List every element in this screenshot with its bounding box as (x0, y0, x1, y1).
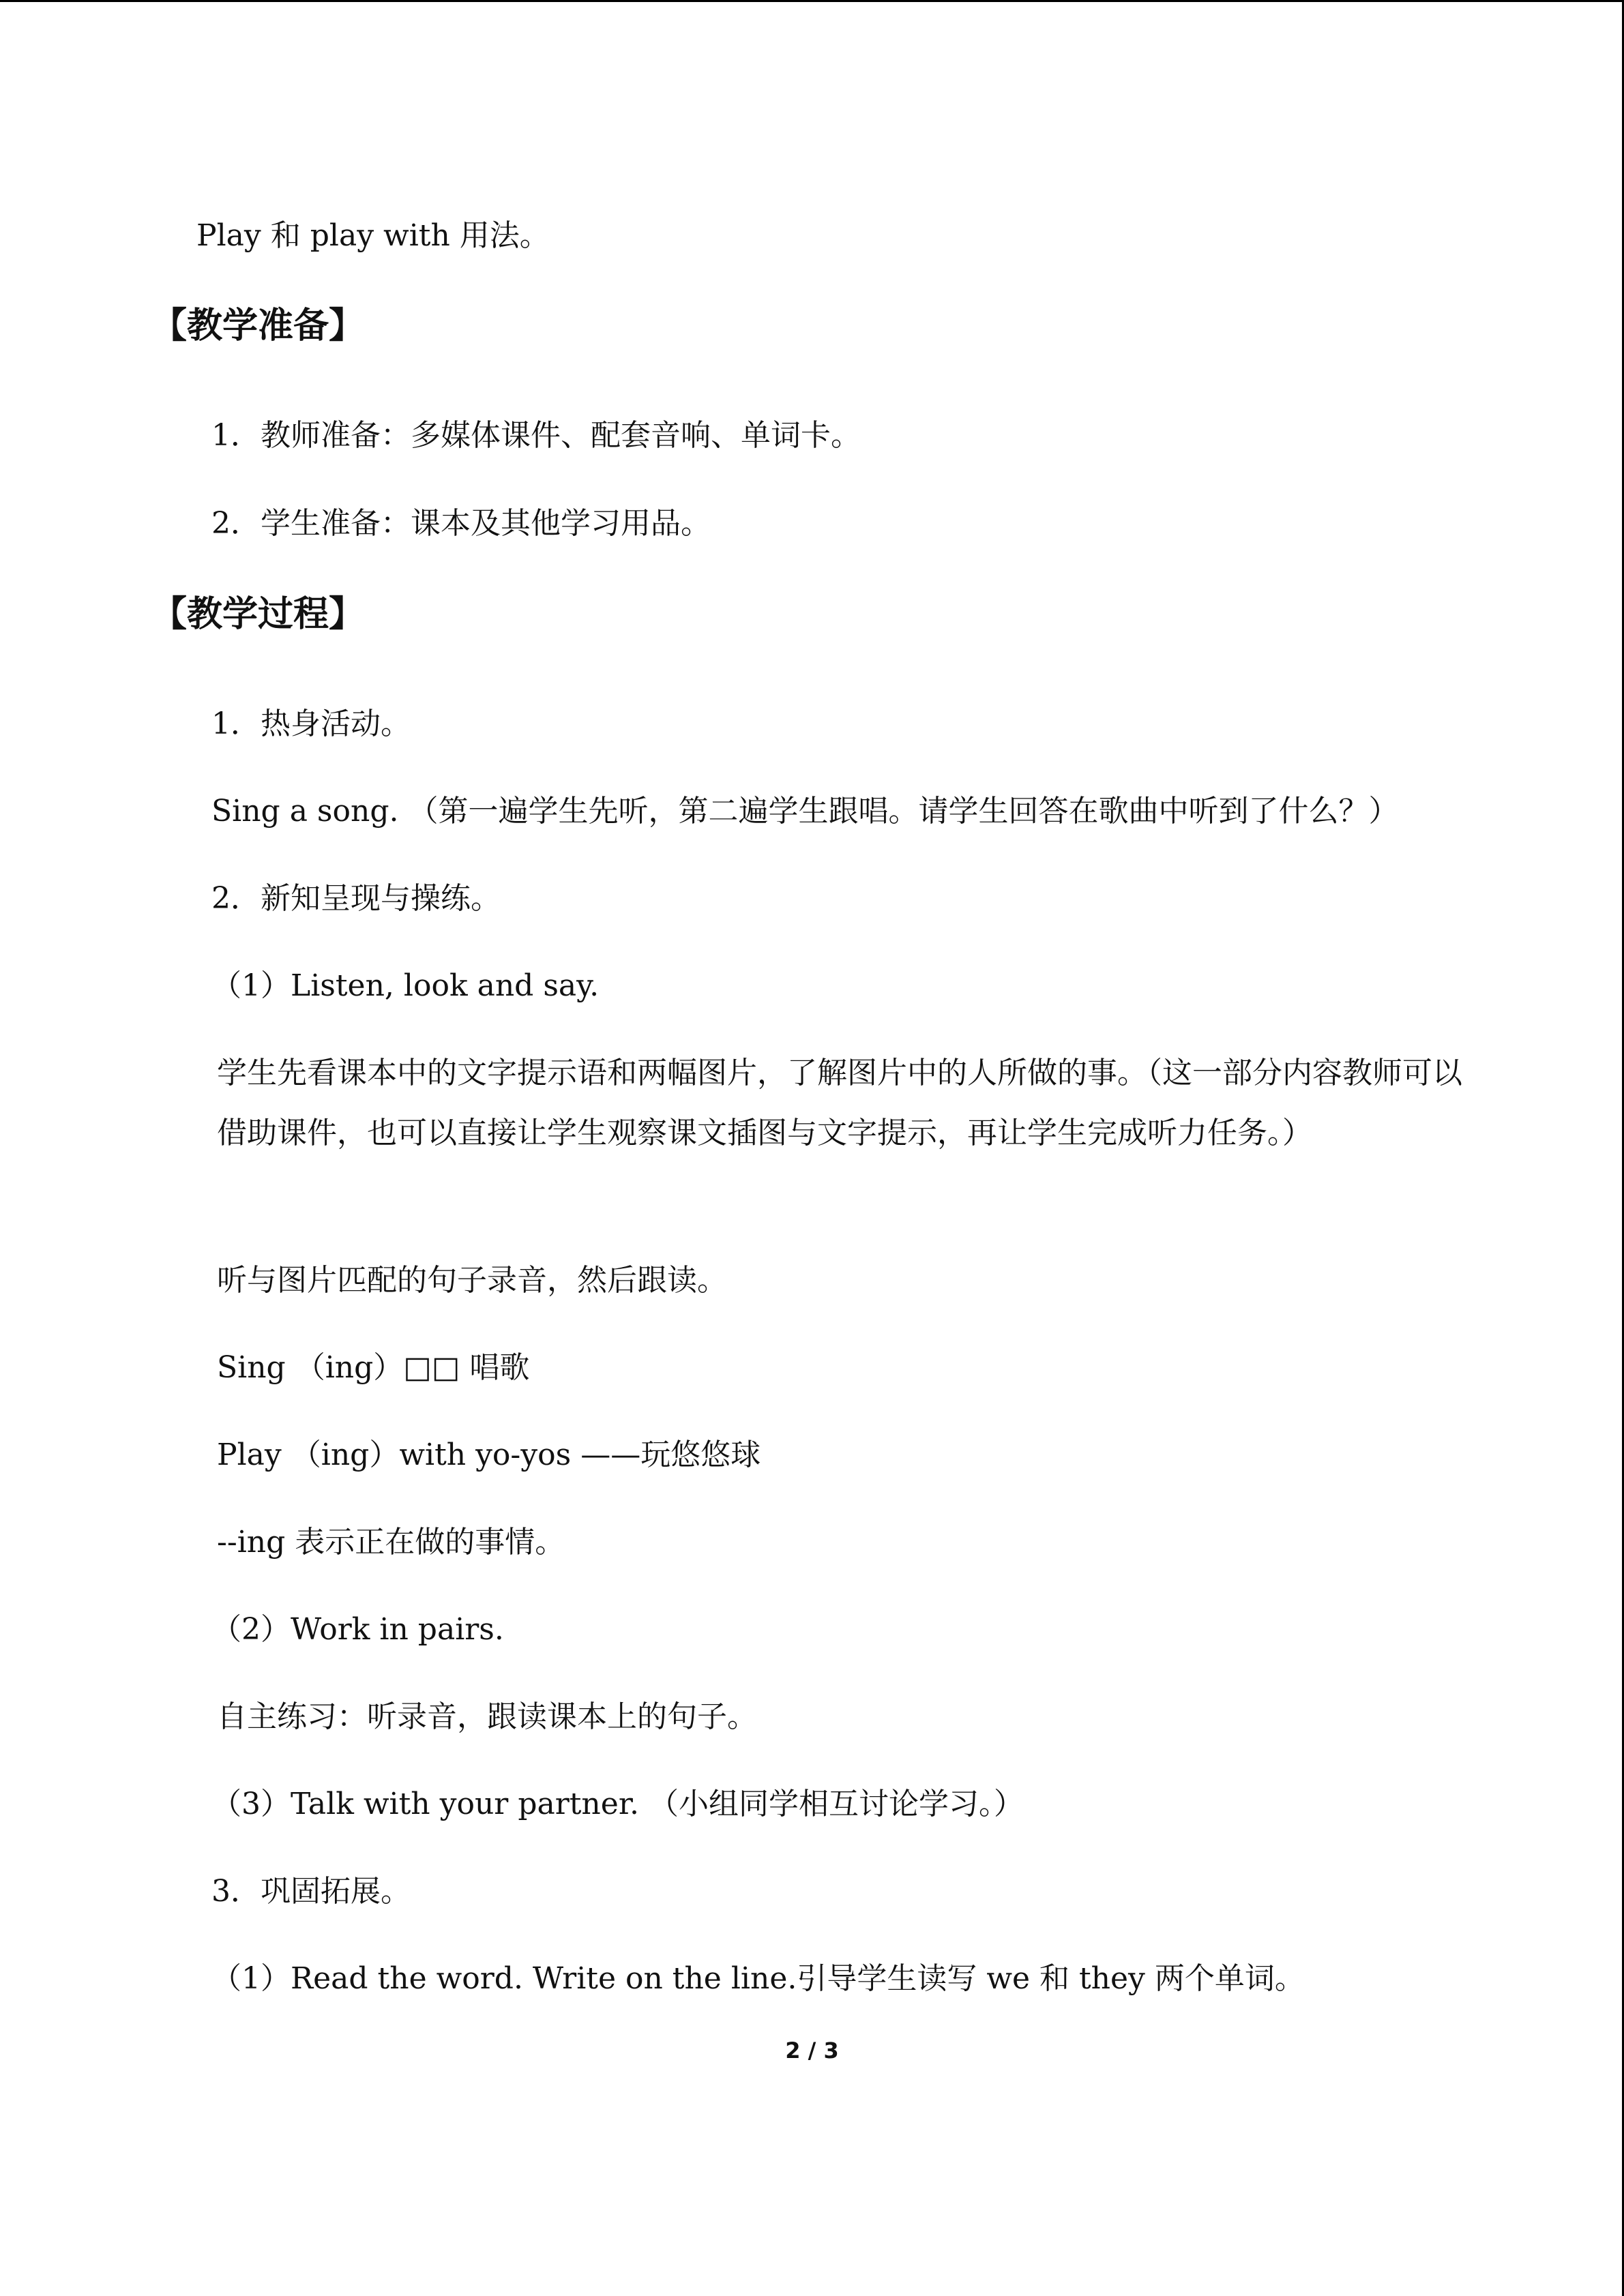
sub-work-in-pairs: （2）Work in pairs. (211, 1612, 504, 1647)
prep-item-teacher: 1．教师准备：多媒体课件、配套音响、单词卡。 (211, 418, 861, 453)
listen-match-line: 听与图片匹配的句子录音，然后跟读。 (217, 1263, 727, 1298)
read-word-line: （1）Read the word. Write on the line.引导学生读写 we 和 they 两个单词。 (211, 1961, 1305, 1996)
sing-ing-line: Sing （ing）□□ 唱歌 (217, 1350, 530, 1385)
play-ing-line: Play （ing）with yo-yos ——玩悠悠球 (217, 1437, 761, 1472)
ing-meaning-line: --ing 表示正在做的事情。 (217, 1525, 565, 1560)
self-practice-line: 自主练习：听录音，跟读课本上的句子。 (217, 1699, 757, 1734)
step-consolidation: 3．巩固拓展。 (211, 1874, 411, 1909)
heading-teaching-preparation: 【教学准备】 (151, 305, 365, 346)
prep-item-student: 2．学生准备：课本及其他学习用品。 (211, 506, 711, 541)
intro-line: Play 和 play with 用法。 (196, 218, 550, 253)
page-number: 2 / 3 (785, 2038, 839, 2063)
observe-paragraph: 学生先看课本中的文字提示语和两幅图片，了解图片中的人所做的事。（这一部分内容教师可以借助课件，也可以直接让学生观察课文插图与文字提示，再让学生完成听力任务。） (217, 1056, 1462, 1150)
sub-talk-partner: （3）Talk with your partner. （小组同学相互讨论学习。） (211, 1787, 1024, 1821)
step-warmup: 1．热身活动。 (211, 706, 411, 741)
sing-song-line: Sing a song. （第一遍学生先听，第二遍学生跟唱。请学生回答在歌曲中听到了什么？） (211, 794, 1399, 829)
sub-listen-look-say: （1）Listen, look and say. (211, 968, 600, 1003)
step-new-knowledge: 2．新知呈现与操练。 (211, 881, 501, 916)
heading-teaching-process: 【教学过程】 (151, 594, 365, 635)
